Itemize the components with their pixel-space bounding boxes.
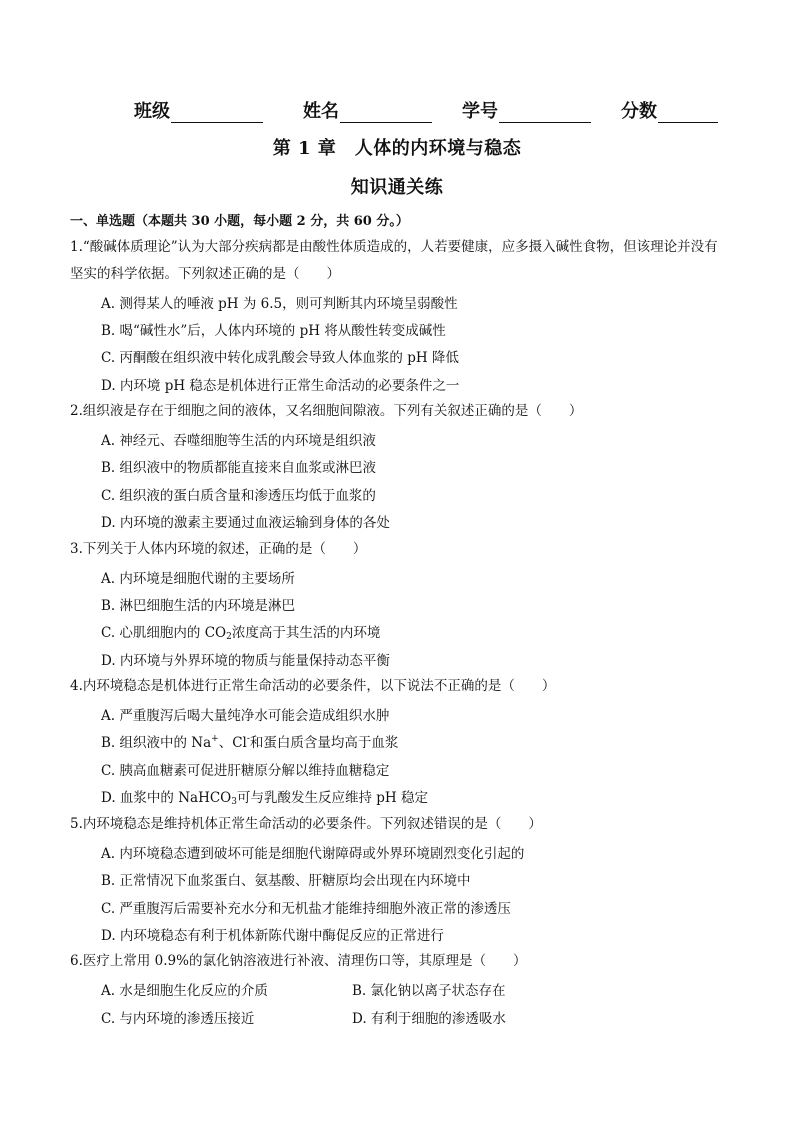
subscript: 3	[231, 797, 237, 807]
option-b: B. 正常情况下血浆蛋白、氨基酸、肝糖原均会出现在内环境中	[101, 873, 471, 889]
number-field	[462, 97, 591, 123]
number-blank	[499, 102, 591, 123]
name-field	[303, 97, 432, 123]
chapter-subtitle: 知识通关练	[350, 177, 444, 198]
option-d: D. 内环境 pH 稳态是机体进行正常生命活动的必要条件之一	[101, 378, 460, 394]
question-stem: 2.组织液是存在于细胞之间的液体，又名细胞间隙液。下列有关叙述正确的是（ ）	[70, 403, 583, 419]
option-d: D. 有利于细胞的渗透吸水	[352, 1011, 506, 1027]
option-a: A. 水是细胞生化反应的介质	[101, 983, 268, 999]
score-field	[621, 97, 718, 123]
option-a: A. 测得某人的唾液 pH 为 6.5，则可判断其内环境呈弱酸性	[101, 296, 458, 312]
superscript: +	[211, 734, 219, 744]
question-stem: 5.内环境稳态是维持机体正常生命活动的必要条件。下列叙述错误的是（ ）	[70, 816, 542, 832]
chapter-title: 第 1 章 人体的内环境与稳态	[272, 138, 522, 159]
option-b: B. 喝“碱性水”后，人体内环境的 pH 将从酸性转变成碱性	[101, 323, 446, 339]
option-c: C. 严重腹泻后需要补充水分和无机盐才能维持细胞外液正常的渗透压	[101, 901, 511, 917]
question-stem: 6.医疗上常用 0.9%的氯化钠溶液进行补液、清理伤口等，其原理是（ ）	[70, 953, 527, 969]
class-label: 班级	[134, 101, 170, 122]
option-c-text: C. 心肌细胞内的 CO	[101, 625, 227, 641]
score-label: 分数	[621, 101, 657, 122]
option-b-tail: 和蛋白质含量均高于血浆	[249, 735, 399, 751]
option-a: A. 神经元、吞噬细胞等生活的内环境是组织液	[101, 433, 376, 449]
option-b	[101, 731, 398, 751]
option-c-tail: 浓度高于其生活的内环境	[231, 625, 381, 641]
section-heading: 一、单选题（本题共 30 小题，每小题 2 分，共 60 分。）	[70, 214, 409, 229]
class-field	[134, 97, 263, 123]
question-stem: 4.内环境稳态是机体进行正常生命活动的必要条件，以下说法不正确的是（ ）	[70, 678, 556, 694]
option-d	[101, 786, 428, 807]
option-d: D. 内环境与外界环境的物质与能量保持动态平衡	[101, 653, 390, 669]
option-d-tail: 可与乳酸发生反应维持 pH 稳定	[236, 790, 428, 806]
option-b-text: B. 组织液中的 Na	[101, 735, 212, 751]
option-b: B. 淋巴细胞生活的内环境是淋巴	[101, 598, 296, 614]
class-blank	[171, 102, 263, 123]
option-c	[101, 621, 380, 642]
name-blank	[340, 102, 432, 123]
number-label: 学号	[462, 101, 498, 122]
question-stem: 3.下列关于人体内环境的叙述，正确的是（ ）	[70, 541, 367, 557]
option-c: C. 丙酮酸在组织液中转化成乳酸会导致人体血浆的 pH 降低	[101, 350, 459, 366]
option-a: A. 内环境稳态遭到破坏可能是细胞代谢障碍或外界环境剧烈变化引起的	[101, 846, 525, 862]
option-a: A. 严重腹泻后喝大量纯净水可能会造成组织水肿	[101, 708, 390, 724]
option-d: D. 内环境的激素主要通过血液运输到身体的各处	[101, 515, 390, 531]
subscript: 2	[226, 632, 232, 642]
superscript: -	[246, 734, 250, 744]
option-b: B. 组织液中的物质都能直接来自血浆或淋巴液	[101, 460, 377, 476]
option-d-text: D. 血浆中的 NaHCO	[101, 790, 232, 806]
option-c: C. 组织液的蛋白质含量和渗透压均低于血浆的	[101, 488, 376, 504]
student-info-row	[134, 97, 734, 123]
option-b-mid: 、Cl	[218, 735, 247, 751]
option-d: D. 内环境稳态有利于机体新陈代谢中酶促反应的正常进行	[101, 928, 444, 944]
option-a: A. 内环境是细胞代谢的主要场所	[101, 571, 295, 587]
option-c: C. 与内环境的渗透压接近	[101, 1011, 255, 1027]
score-blank	[658, 102, 718, 123]
option-c: C. 胰高血糖素可促进肝糖原分解以维持血糖稳定	[101, 763, 390, 779]
option-b: B. 氯化钠以离子状态存在	[352, 983, 506, 999]
question-stem: 1.“酸碱体质理论”认为大部分疾病都是由酸性体质造成的，人若要健康，应多摄入碱性食物，但该理论并没有坚实的科学依据。下列叙述正确的是（ ）	[70, 239, 718, 282]
name-label: 姓名	[303, 101, 339, 122]
